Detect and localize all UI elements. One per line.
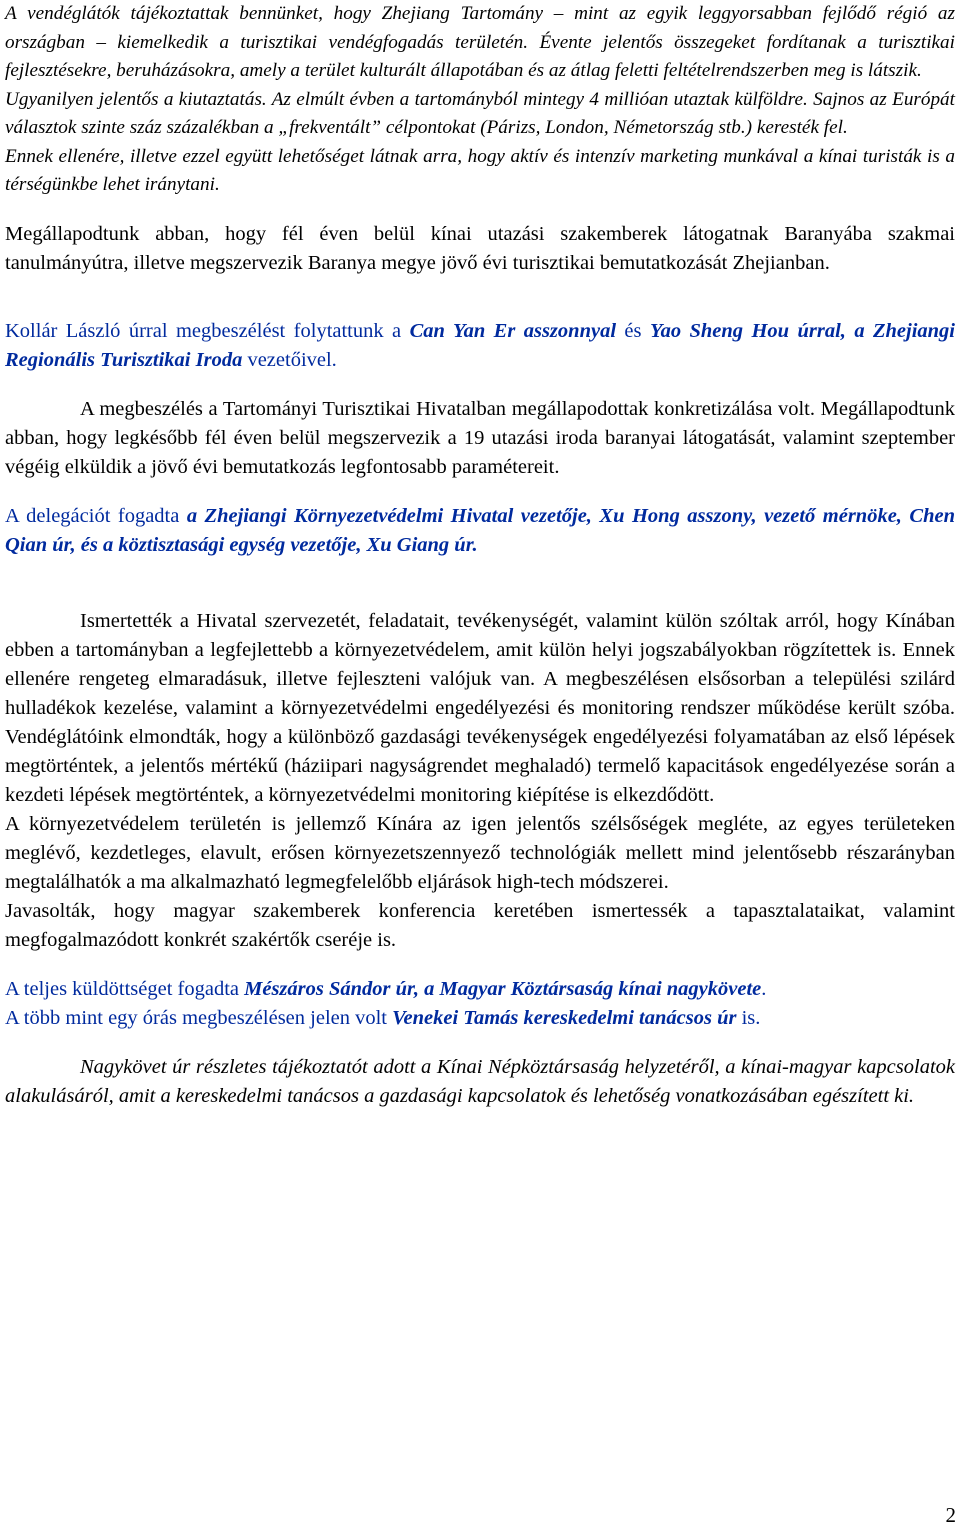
paragraph-agreement-study-trip: Megállapodtunk abban, hogy fél éven belül kínai utazási szakemberek látogatnak Baranyába szakmai tanulmányútra, illetve megszervezik Baranya megye jövő évi turisztikai bemutatkozását Zhejianban. xyxy=(5,222,955,274)
text-ambassador-name: Mészáros Sándor úr, a Magyar Köztársaság kínai nagykövete xyxy=(244,977,762,1000)
text-kollar-c: és xyxy=(616,319,650,342)
text-counsellor-a: A több mint egy órás megbeszélésen jelen volt xyxy=(5,1006,393,1029)
document-page xyxy=(5,0,955,1111)
paragraph-conference-proposal: Javasolták, hogy magyar szakemberek konferencia keretében ismertessék a tapasztalataikat, valamint megfogalmazódott konkrét szakértők cseréje is. xyxy=(5,899,955,951)
page-number: 2 xyxy=(945,1503,956,1527)
text-can-yan-er: Can Yan Er asszonnyal xyxy=(409,319,617,342)
text-delegation-a: A delegációt fogadta xyxy=(5,504,187,527)
paragraph-ambassador-briefing: Nagykövet úr részletes tájékoztatót adott a Kínai Népköztársaság helyzetéről, a kínai-magyar kapcsolatok alakulásáról, amit a kereskedelmi tanácsos a gazdasági kapcsolatok és lehetőség vonatkozásában egészített ki. xyxy=(5,1055,955,1107)
paragraph-meeting-details: A megbeszélés a Tartományi Turisztikai Hivatalban megállapodottak konkretizálása volt. Megállapodtunk abban, hogy legkésőbb fél éven belül megszervezik a 19 utazási iroda baranyai látogatását, valamint szeptember végéig elküldik a jövő évi bemutatkozás legfontosabb paramétereit. xyxy=(5,397,955,478)
text-counsellor-name: Venekei Tamás kereskedelmi tanácsos úr xyxy=(392,1006,737,1029)
paragraph-environmental-extremes: A környezetvédelem területén is jellemző Kínára az igen jelentős szélsőségek megléte, az egyes területeken meglévő, kezdetleges, elavult, erősen környezetszennyező technológiák mellett mind jelentősebb részarányban megtalálhatók a ma alkalmazható legmegfelelőbb eljárások high-tech módszerei. xyxy=(5,812,955,893)
text-ambassador-c: . xyxy=(761,977,767,1000)
paragraph-tourism-hosts xyxy=(5,0,955,200)
paragraph-ambassador xyxy=(5,975,955,1033)
text-marketing: Ennek ellenére, illetve ezzel együtt lehetőséget látnak arra, hogy aktív és intenzív marketing munkával a kínai turisták is a térségünkbe lehet iránytani. xyxy=(5,145,955,195)
paragraph-kollar-meeting xyxy=(5,317,955,375)
text-yao-sheng-hou: Yao Sheng Hou úrral, a Zhejiangi Regionális Turisztikai Iroda xyxy=(5,319,956,371)
paragraph-delegation-environment xyxy=(5,502,955,560)
text-tourism-intro: A vendéglátók tájékoztattak bennünket, hogy Zhejiang Tartomány – mint az egyik leggyorsabban fejlődő régió az országban – kiemelkedik a turisztikai vendégfogadás területén. Évente jelentős összegeket fordítanak a turisztikai fejlesztésekre, beruházásokra, amely a terület kulturált állapotában és az átlag feletti feltételrendszerben meg is látszik. xyxy=(5,3,955,81)
text-ambassador-a: A teljes küldöttséget fogadta xyxy=(5,977,245,1000)
text-kollar-e: vezetőivel. xyxy=(242,348,337,371)
text-outbound-travel: Ugyanilyen jelentős a kiutaztatás. Az elmúlt évben a tartományból mintegy 4 millióan utaztak külföldre. Sajnos az Európát választok szinte száz százalékban a „frekventált” célpontokat (Párizs, London, Németország stb.) keresték fel. xyxy=(5,88,955,138)
text-counsellor-c: is. xyxy=(736,1006,761,1029)
text-environment-office: a Zhejiangi Környezetvédelmi Hivatal vezetője, Xu Hong asszony, vezető mérnöke, Chen Qian úr, és a köztisztasági egység vezetője, Xu Giang úr. xyxy=(5,504,955,556)
text-kollar-a: Kollár László úrral megbeszélést folytattunk a xyxy=(5,319,410,342)
paragraph-office-presentation: Ismertették a Hivatal szervezetét, feladatait, tevékenységét, valamint külön szóltak arról, hogy Kínában ebben a tartományban a legfejlettebb a környezetvédelem, amit külön helyi jogszabályokban rögzítettek is. Ennek ellenére rengeteg elmaradásuk, illetve fejleszteni valójuk van. A megbeszélésen elsősorban a települési szilárd hulladékok kezelése, valamint a környezetvédelmi engedélyezési és monitoring rendszer működése került szóba. Vendéglátóink elmondták, hogy a különböző gazdasági tevékenységek engedélyezési folyamatában az első lépések megtörténtek, a jelentős mértékű (háziipari nagyságrendet meghaladó) termelő kapacitások engedélyezése során a kezdeti lépések megtörténtek, a környezetvédelmi monitoring kiépítése is elkezdődött. xyxy=(5,609,955,806)
